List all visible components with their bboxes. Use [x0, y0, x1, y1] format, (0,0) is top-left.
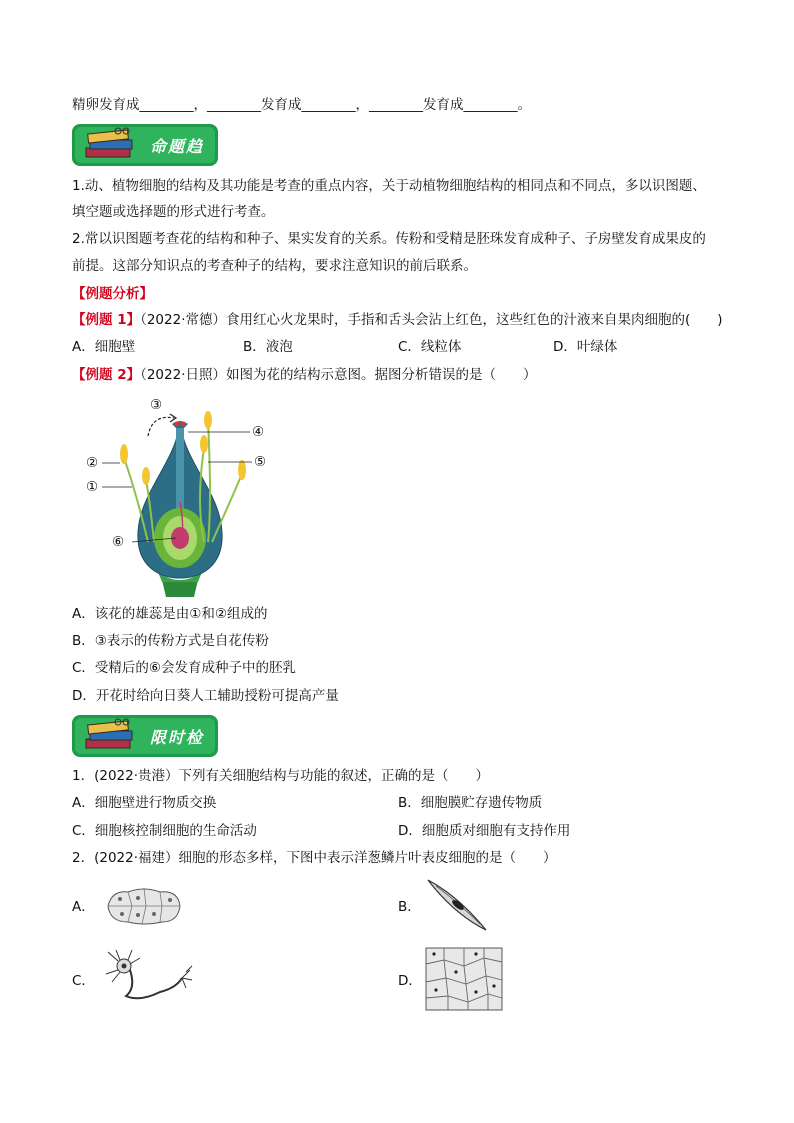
cell-image-b	[424, 876, 490, 934]
option-b: B．液泡	[243, 339, 293, 355]
option-b: B．③表示的传粉方式是自花传粉	[72, 633, 269, 649]
example-header: 【例题分析】	[72, 286, 153, 302]
option-d: D．叶绿体	[553, 339, 618, 355]
diagram-label-1: ①	[86, 479, 99, 495]
cell-image-c	[100, 948, 196, 1004]
option-c: C．线粒体	[398, 339, 462, 355]
question-1-stem: 1．(2022·贵港）下列有关细胞结构与功能的叙述，正确的是（ ）	[72, 768, 490, 784]
option-d: D．细胞质对细胞有支持作用	[398, 823, 571, 839]
example-2-tag: 【例题 2】	[72, 367, 141, 383]
trend-text: 1.动、植物细胞的结构及其功能是考查的重点内容，关于动植物细胞结构的相同点和不同点，多以识图题、	[72, 178, 706, 194]
cell-image-a	[104, 884, 184, 928]
banner-label: 命题趋	[150, 137, 205, 156]
section-banner-trend	[72, 124, 218, 166]
section-banner-quiz	[72, 715, 218, 757]
option-b: B．细胞膜贮存遗传物质	[398, 795, 543, 811]
option-a: A．细胞壁进行物质交换	[72, 795, 217, 811]
trend-text: 前提。这部分知识点的考查种子的结构，要求注意知识的前后联系。	[72, 258, 477, 274]
diagram-label-2: ②	[86, 455, 99, 471]
option-b: B．	[398, 899, 421, 915]
trend-text: 填空题或选择题的形式进行考查。	[72, 204, 275, 220]
diagram-label-5: ⑤	[254, 454, 267, 470]
option-a: A．	[72, 899, 95, 915]
question-2-stem: 2．(2022·福建）细胞的形态多样，下图中表示洋葱鳞片叶表皮细胞的是（ ）	[72, 850, 557, 866]
example-2-text: （2022·日照）如图为花的结构示意图。据图分析错误的是（ ）	[140, 367, 537, 383]
diagram-label-6: ⑥	[112, 534, 125, 550]
example-1-stem	[72, 310, 723, 330]
option-d: D．开花时给向日葵人工辅助授粉可提高产量	[72, 688, 339, 704]
flower-structure-diagram	[80, 392, 280, 602]
trend-text: 2.常以识图题考查花的结构和种子、果实发育的关系。传粉和受精是胚珠发育成种子、子房壁发育成果皮的	[72, 231, 706, 247]
option-d: D．	[398, 973, 422, 989]
example-1-tag: 【例题 1】	[72, 312, 141, 328]
banner-label: 限时检	[150, 728, 205, 747]
option-c: C．细胞核控制细胞的生命活动	[72, 823, 257, 839]
fill-in-line: 精卵发育成________，________发育成________，________发育成________。	[72, 97, 531, 113]
diagram-label-3: ③	[150, 397, 163, 413]
option-a: A．该花的雄蕊是由①和②组成的	[72, 606, 268, 622]
books-icon	[80, 126, 140, 164]
diagram-label-4: ④	[252, 424, 265, 440]
cell-image-d	[424, 946, 504, 1012]
option-a: A．细胞壁	[72, 339, 136, 355]
option-c: C．受精后的⑥会发育成种子中的胚乳	[72, 660, 297, 676]
option-c: C．	[72, 973, 95, 989]
books-icon	[80, 717, 140, 755]
example-1-text: （2022·常德）食用红心火龙果时，手指和舌头会沾上红色，这些红色的汁液来自果肉细胞的( )	[140, 312, 723, 328]
example-2-stem	[72, 365, 537, 385]
